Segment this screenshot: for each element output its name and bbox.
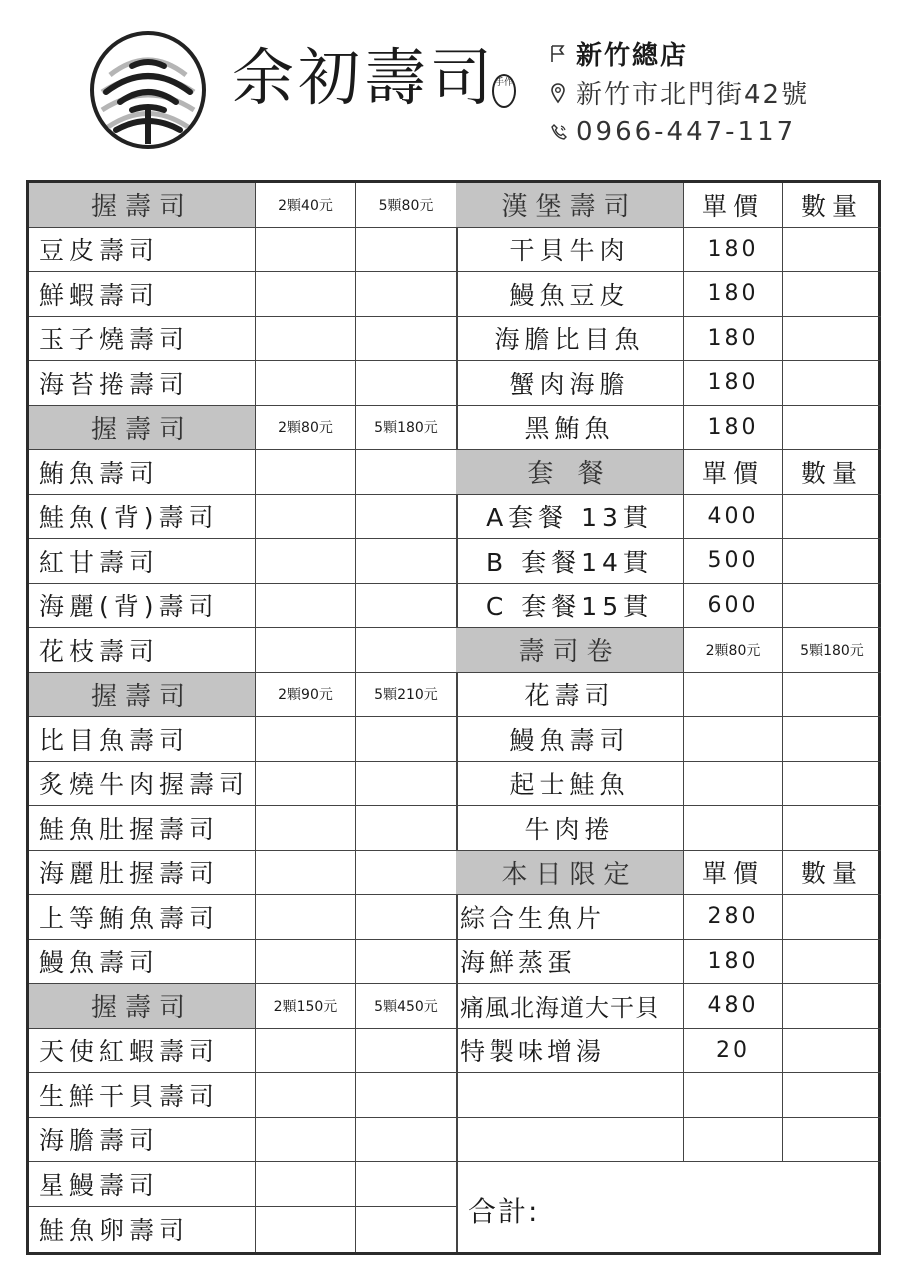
qty-5-input[interactable] bbox=[356, 1118, 456, 1162]
menu-row bbox=[29, 361, 456, 406]
qty-input[interactable] bbox=[783, 584, 881, 628]
section-header-nigiri-3 bbox=[29, 673, 456, 718]
menu-row bbox=[456, 673, 881, 718]
qty-5-input[interactable] bbox=[783, 717, 881, 761]
qty-2-input[interactable] bbox=[256, 940, 356, 984]
item-name: 海苔捲壽司 bbox=[29, 361, 256, 405]
item-name: 特製味增湯 bbox=[456, 1029, 684, 1073]
store-row bbox=[550, 34, 809, 73]
menu-row bbox=[456, 895, 881, 940]
total-label: 合計: bbox=[468, 1195, 540, 1228]
qty-5-input[interactable] bbox=[356, 495, 456, 539]
phone-icon bbox=[550, 123, 576, 141]
qty-2-input[interactable] bbox=[256, 762, 356, 806]
menu-row bbox=[29, 1073, 456, 1118]
qty-5-input[interactable] bbox=[356, 450, 456, 494]
qty-2-input[interactable] bbox=[256, 895, 356, 939]
item-price: 180 bbox=[684, 228, 783, 272]
blank-item-name[interactable] bbox=[456, 1118, 684, 1162]
item-name: 綜合生魚片 bbox=[456, 895, 684, 939]
menu-row bbox=[29, 806, 456, 851]
item-name: 炙燒牛肉握壽司 bbox=[29, 762, 256, 806]
menu-header bbox=[0, 0, 899, 170]
qty-2-input[interactable] bbox=[256, 717, 356, 761]
menu-row bbox=[456, 762, 881, 807]
qty-input[interactable] bbox=[783, 1029, 881, 1073]
section-header-roll bbox=[456, 628, 881, 673]
item-price: 400 bbox=[684, 495, 783, 539]
qty-2-input[interactable] bbox=[256, 628, 356, 672]
address-row bbox=[550, 73, 809, 112]
item-name: 星鰻壽司 bbox=[29, 1162, 256, 1206]
store-info bbox=[550, 34, 809, 151]
section-header-nigiri-2 bbox=[29, 406, 456, 451]
item-price: 480 bbox=[684, 984, 783, 1028]
section-title: 套 餐 bbox=[456, 450, 684, 494]
phone-row bbox=[550, 112, 809, 151]
price-tier-5: 5顆180元 bbox=[374, 420, 438, 437]
section-header-daily-special bbox=[456, 851, 881, 896]
qty-5-input[interactable] bbox=[356, 1073, 456, 1117]
item-name: 比目魚壽司 bbox=[29, 717, 256, 761]
menu-row bbox=[456, 228, 881, 273]
menu-row bbox=[456, 806, 881, 851]
qty-5-input[interactable] bbox=[356, 361, 456, 405]
item-name: 海膽比目魚 bbox=[456, 317, 684, 361]
qty-2-input[interactable] bbox=[256, 361, 356, 405]
item-name: 豆皮壽司 bbox=[29, 228, 256, 272]
handmade-badge: 手作 bbox=[492, 74, 516, 108]
item-name: 海麗(背)壽司 bbox=[29, 584, 256, 628]
qty-input[interactable] bbox=[783, 317, 881, 361]
qty-2-input[interactable] bbox=[256, 450, 356, 494]
menu-row bbox=[29, 851, 456, 896]
qty-2-input[interactable] bbox=[256, 272, 356, 316]
item-name: B 套餐14貫 bbox=[456, 539, 684, 583]
menu-row bbox=[29, 228, 456, 273]
blank-row bbox=[456, 1118, 881, 1163]
price-tier-2: 2顆80元 bbox=[256, 406, 356, 450]
price-tier-5: 5顆450元 bbox=[374, 998, 438, 1015]
menu-row bbox=[456, 940, 881, 985]
section-header-set-meal bbox=[456, 450, 881, 495]
qty-5-input[interactable] bbox=[356, 272, 456, 316]
price-tier-5: 5顆80元 bbox=[378, 197, 434, 214]
unit-price-label: 單價 bbox=[684, 183, 783, 227]
qty-2-input[interactable] bbox=[684, 717, 783, 761]
menu-row bbox=[456, 272, 881, 317]
qty-2-input[interactable] bbox=[256, 1029, 356, 1073]
section-title: 握壽司 bbox=[29, 984, 256, 1028]
section-header-nigiri-1 bbox=[29, 183, 456, 228]
item-name: 天使紅蝦壽司 bbox=[29, 1029, 256, 1073]
qty-input[interactable] bbox=[783, 272, 881, 316]
qty-2-input[interactable] bbox=[684, 806, 783, 850]
price-tier-5: 5顆210元 bbox=[374, 687, 438, 704]
item-name: 黑鮪魚 bbox=[456, 406, 684, 450]
qty-2-input[interactable] bbox=[256, 1073, 356, 1117]
qty-input[interactable] bbox=[783, 895, 881, 939]
item-price: 180 bbox=[684, 272, 783, 316]
item-name: 牛肉捲 bbox=[456, 806, 684, 850]
item-name: 鮮蝦壽司 bbox=[29, 272, 256, 316]
menu-row bbox=[29, 1029, 456, 1074]
quantity-label: 數量 bbox=[800, 859, 863, 889]
qty-2-input[interactable] bbox=[256, 1162, 356, 1206]
qty-input[interactable] bbox=[783, 539, 881, 583]
item-price: 180 bbox=[684, 361, 783, 405]
qty-2-input[interactable] bbox=[256, 539, 356, 583]
blank-row bbox=[456, 1073, 881, 1118]
qty-input[interactable] bbox=[783, 1073, 881, 1117]
menu-row bbox=[29, 584, 456, 629]
section-title: 漢堡壽司 bbox=[456, 183, 684, 227]
quantity-label: 數量 bbox=[800, 458, 863, 488]
qty-2-input[interactable] bbox=[256, 1118, 356, 1162]
item-name: 鰻魚壽司 bbox=[29, 940, 256, 984]
unit-price-label: 單價 bbox=[684, 851, 783, 895]
section-title: 握壽司 bbox=[29, 673, 256, 717]
item-price: 180 bbox=[684, 406, 783, 450]
qty-5-input[interactable] bbox=[783, 762, 881, 806]
qty-input[interactable] bbox=[783, 361, 881, 405]
qty-5-input[interactable] bbox=[356, 1207, 456, 1253]
menu-row bbox=[29, 717, 456, 762]
quantity-label: 數量 bbox=[800, 191, 863, 221]
total-box[interactable] bbox=[456, 1162, 881, 1252]
phone-number: 0966-447-117 bbox=[576, 116, 797, 147]
menu-row bbox=[456, 406, 881, 451]
qty-input[interactable] bbox=[783, 495, 881, 539]
qty-input[interactable] bbox=[783, 984, 881, 1028]
unit-price-label: 單價 bbox=[684, 450, 783, 494]
menu-row bbox=[456, 495, 881, 540]
section-title: 壽司卷 bbox=[456, 628, 684, 672]
item-name: 起士鮭魚 bbox=[456, 762, 684, 806]
menu-row bbox=[29, 539, 456, 584]
item-name: 紅甘壽司 bbox=[29, 539, 256, 583]
item-name: 鮪魚壽司 bbox=[29, 450, 256, 494]
section-title: 握壽司 bbox=[29, 406, 256, 450]
qty-2-input[interactable] bbox=[256, 806, 356, 850]
item-price: 180 bbox=[684, 317, 783, 361]
item-name: A套餐 13貫 bbox=[456, 495, 684, 539]
menu-row bbox=[29, 495, 456, 540]
item-name: 花枝壽司 bbox=[29, 628, 256, 672]
item-name: 海麗肚握壽司 bbox=[29, 851, 256, 895]
qty-2-input[interactable] bbox=[256, 317, 356, 361]
logo-icon bbox=[88, 30, 208, 150]
qty-5-input[interactable] bbox=[356, 851, 456, 895]
blank-price[interactable] bbox=[684, 1118, 783, 1162]
menu-row bbox=[456, 361, 881, 406]
qty-2-input[interactable] bbox=[256, 584, 356, 628]
qty-input[interactable] bbox=[783, 228, 881, 272]
section-title: 握壽司 bbox=[29, 183, 256, 227]
section-header-nigiri-4 bbox=[29, 984, 456, 1029]
menu-row bbox=[29, 1162, 456, 1207]
qty-2-input[interactable] bbox=[684, 673, 783, 717]
item-name: 花壽司 bbox=[456, 673, 684, 717]
item-name: 海鮮蒸蛋 bbox=[456, 940, 684, 984]
price-tier-2: 2顆150元 bbox=[256, 984, 356, 1028]
item-price: 180 bbox=[684, 940, 783, 984]
item-name: 海膽壽司 bbox=[29, 1118, 256, 1162]
item-name: 痛風北海道大干貝 bbox=[456, 984, 684, 1028]
item-price: 280 bbox=[684, 895, 783, 939]
item-name: 生鮮干貝壽司 bbox=[29, 1073, 256, 1117]
qty-5-input[interactable] bbox=[356, 1162, 456, 1206]
qty-5-input[interactable] bbox=[356, 717, 456, 761]
menu-row bbox=[29, 940, 456, 985]
menu-row bbox=[456, 584, 881, 629]
qty-5-input[interactable] bbox=[356, 539, 456, 583]
qty-2-input[interactable] bbox=[256, 1207, 356, 1253]
blank-price[interactable] bbox=[684, 1073, 783, 1117]
price-tier-2: 2顆40元 bbox=[256, 183, 356, 227]
menu-row bbox=[456, 1029, 881, 1074]
menu-row bbox=[29, 895, 456, 940]
address-text: 新竹市北門街42號 bbox=[576, 80, 810, 110]
item-name: 蟹肉海膽 bbox=[456, 361, 684, 405]
qty-5-input[interactable] bbox=[356, 628, 456, 672]
menu-row bbox=[29, 1207, 456, 1253]
qty-input[interactable] bbox=[783, 1118, 881, 1162]
qty-5-input[interactable] bbox=[356, 584, 456, 628]
menu-row bbox=[29, 272, 456, 317]
item-name: 鰻魚豆皮 bbox=[456, 272, 684, 316]
item-name: C 套餐15貫 bbox=[456, 584, 684, 628]
menu-row bbox=[456, 317, 881, 362]
item-name: 鮭魚肚握壽司 bbox=[29, 806, 256, 850]
qty-2-input[interactable] bbox=[684, 762, 783, 806]
qty-5-input[interactable] bbox=[356, 762, 456, 806]
qty-2-input[interactable] bbox=[256, 495, 356, 539]
menu-row bbox=[29, 628, 456, 673]
item-name: 上等鮪魚壽司 bbox=[29, 895, 256, 939]
price-tier-2: 2顆80元 bbox=[684, 628, 783, 672]
menu-row bbox=[456, 984, 881, 1029]
location-pin-icon bbox=[550, 82, 576, 104]
price-tier-5: 5顆180元 bbox=[800, 642, 864, 659]
menu-row bbox=[29, 1118, 456, 1163]
menu-row bbox=[29, 317, 456, 362]
qty-5-input[interactable] bbox=[356, 806, 456, 850]
qty-5-input[interactable] bbox=[356, 228, 456, 272]
section-title: 本日限定 bbox=[456, 851, 684, 895]
item-price: 500 bbox=[684, 539, 783, 583]
item-name: 鮭魚卵壽司 bbox=[29, 1207, 256, 1253]
menu-row bbox=[456, 539, 881, 584]
item-name: 鰻魚壽司 bbox=[456, 717, 684, 761]
qty-input[interactable] bbox=[783, 940, 881, 984]
item-price: 600 bbox=[684, 584, 783, 628]
item-name: 玉子燒壽司 bbox=[29, 317, 256, 361]
item-price: 20 bbox=[684, 1029, 783, 1073]
price-tier-2: 2顆90元 bbox=[256, 673, 356, 717]
menu-row bbox=[29, 450, 456, 495]
store-name: 新竹總店 bbox=[576, 41, 689, 71]
blank-item-name[interactable] bbox=[456, 1073, 684, 1117]
flag-icon bbox=[550, 44, 576, 64]
qty-5-input[interactable] bbox=[356, 895, 456, 939]
qty-5-input[interactable] bbox=[356, 940, 456, 984]
item-name: 干貝牛肉 bbox=[456, 228, 684, 272]
qty-5-input[interactable] bbox=[356, 317, 456, 361]
qty-5-input[interactable] bbox=[783, 806, 881, 850]
qty-2-input[interactable] bbox=[256, 851, 356, 895]
item-name: 鮭魚(背)壽司 bbox=[29, 495, 256, 539]
section-header-burger bbox=[456, 183, 881, 228]
brand-name: 余初壽司 bbox=[232, 41, 497, 114]
qty-2-input[interactable] bbox=[256, 228, 356, 272]
order-sheet bbox=[26, 180, 881, 1255]
menu-row bbox=[29, 762, 456, 807]
menu-row bbox=[456, 717, 881, 762]
qty-input[interactable] bbox=[783, 406, 881, 450]
qty-5-input[interactable] bbox=[356, 1029, 456, 1073]
qty-5-input[interactable] bbox=[783, 673, 881, 717]
